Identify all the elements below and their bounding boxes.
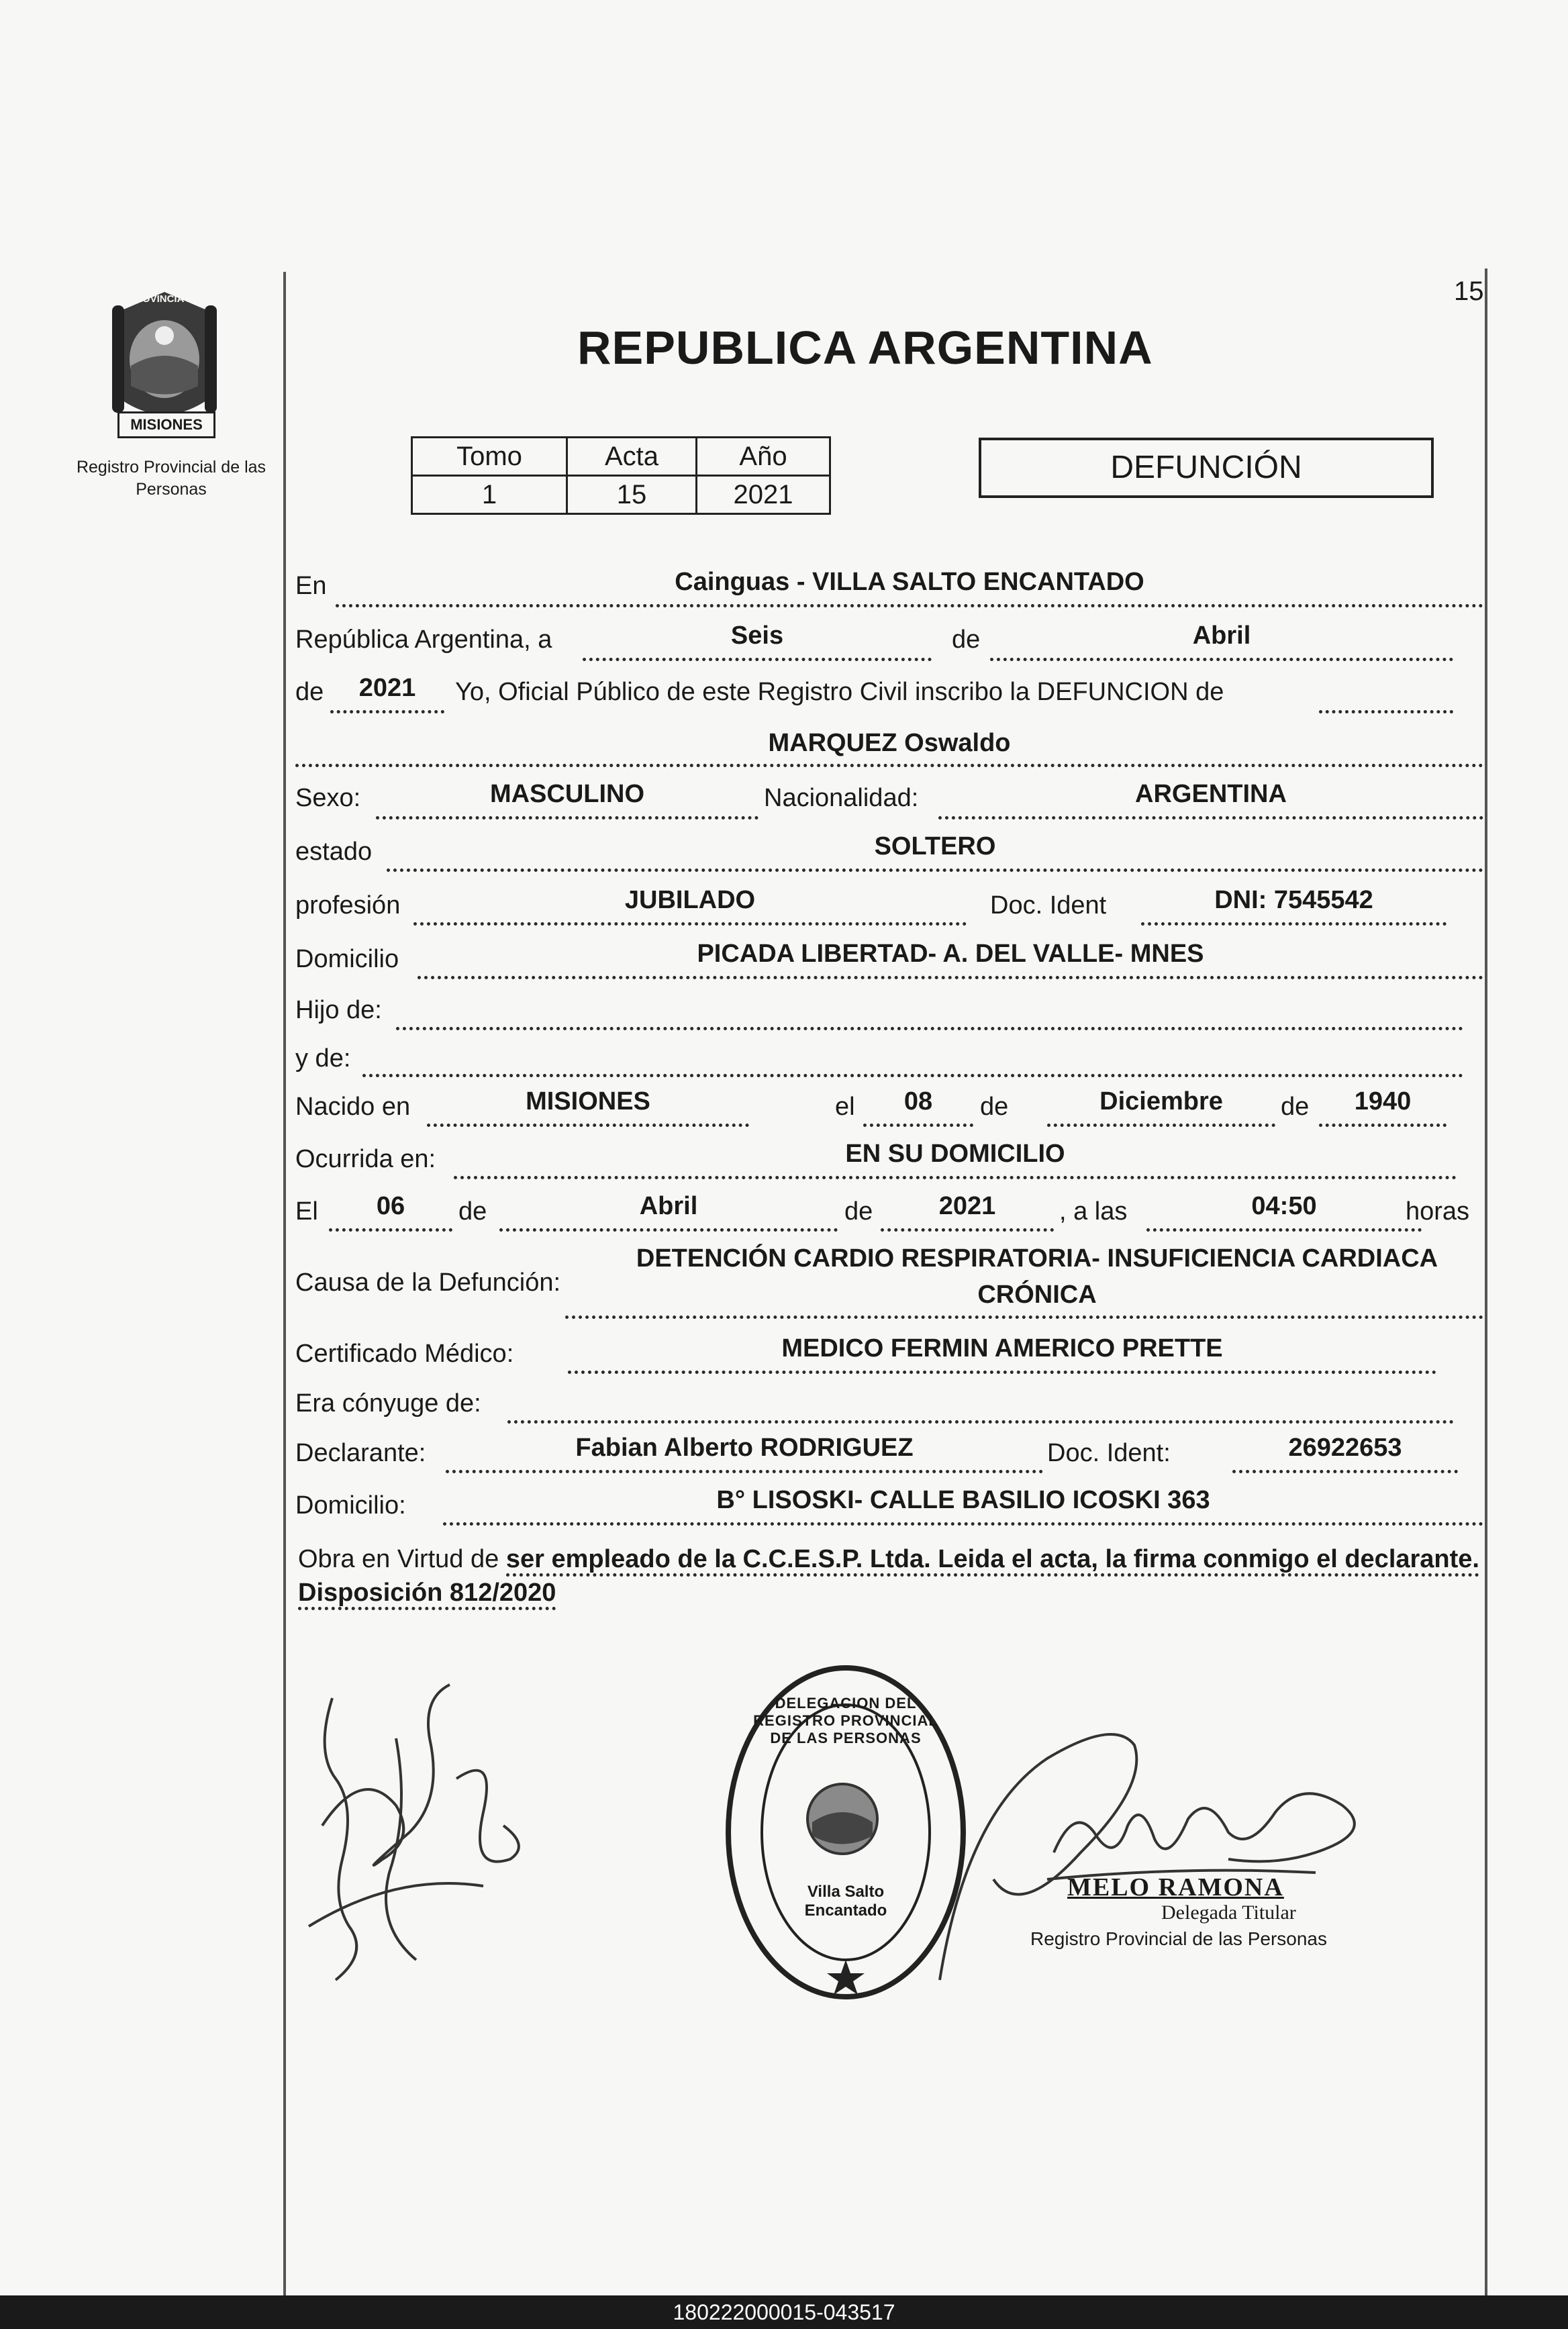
anio-label: de [295, 678, 324, 706]
alas-label: , a las [1059, 1197, 1128, 1226]
inscribo-line [1319, 710, 1453, 713]
nac-dia-value: 08 [903, 1087, 933, 1116]
doc2-label: Doc. Ident: [1047, 1439, 1171, 1467]
declarante-line [446, 1470, 1043, 1473]
profesion-line [413, 922, 967, 926]
acta-value: 15 [567, 476, 697, 514]
mes-line [990, 658, 1453, 661]
anio-line [330, 710, 444, 713]
certificado-label: Certificado Médico: [295, 1340, 514, 1368]
doc2-line [1232, 1470, 1458, 1473]
dia-value: Seis [730, 622, 784, 650]
signature-icon [295, 1658, 537, 2007]
tomo-value: 1 [412, 476, 567, 514]
el2-label: El [295, 1197, 318, 1226]
domicilio2-label: Domicilio: [295, 1491, 406, 1520]
nac-mes-line [1047, 1124, 1275, 1127]
mes-value: Abril [1192, 622, 1251, 650]
de-label: de [952, 626, 981, 654]
ocurrida-value: EN SU DOMICILIO [845, 1140, 1065, 1168]
domicilio-line [418, 976, 1483, 979]
record-type-box: DEFUNCIÓN [979, 438, 1434, 498]
table-header-acta: Acta [567, 438, 697, 476]
hora-line [1146, 1228, 1422, 1232]
inscribo-text: Yo, Oficial Público de este Registro Civil inscribo la DEFUNCION de [455, 678, 1224, 706]
seal-inner-text: Villa Salto Encantado [804, 1883, 887, 1920]
hijo-line [396, 1027, 1463, 1030]
en-value: Cainguas - VILLA SALTO ENCANTADO [675, 568, 1144, 596]
el-label: el [835, 1093, 855, 1121]
official-name: MELO RAMONA [1067, 1873, 1284, 1901]
estado-value: SOLTERO [874, 832, 996, 860]
sexo-label: Sexo: [295, 784, 361, 812]
record-table [411, 436, 831, 515]
def-dia-line [329, 1228, 452, 1232]
hora-value: 04:50 [1251, 1192, 1317, 1220]
nac-anio-line [1319, 1124, 1447, 1127]
domicilio-label: Domicilio [295, 945, 399, 973]
crest-top-text: PROVINCIA DE [128, 293, 201, 305]
right-margin-line [1485, 268, 1487, 2295]
nacionalidad-line [938, 816, 1483, 820]
domicilio-value: PICADA LIBERTAD- A. DEL VALLE- MNES [697, 940, 1204, 968]
ocurrida-label: Ocurrida en: [295, 1145, 436, 1173]
official-office: Registro Provincial de las Personas [1030, 1928, 1327, 1949]
doc-ident-value: DNI: 7545542 [1214, 886, 1373, 914]
table-row [412, 476, 830, 514]
profesion-label: profesión [295, 891, 401, 920]
doc-ident-label: Doc. Ident [990, 891, 1107, 920]
nacido-line [427, 1124, 749, 1127]
page-number: 15 [1454, 277, 1484, 306]
profesion-value: JUBILADO [624, 886, 756, 914]
yde-line [362, 1074, 1463, 1077]
causa-line [565, 1316, 1483, 1319]
def-anio-line [881, 1228, 1054, 1232]
page-title: REPUBLICA ARGENTINA [577, 321, 1153, 374]
def-mes-line [499, 1228, 838, 1232]
sexo-value: MASCULINO [489, 780, 645, 808]
declarante-label: Declarante: [295, 1439, 426, 1467]
anio-value: 2021 [697, 476, 830, 514]
conyuge-line [507, 1420, 1454, 1424]
causa-line1: DETENCIÓN CARDIO RESPIRATORIA- INSUFICIENCIA CARDIACA [636, 1244, 1438, 1273]
declarante-value: Fabian Alberto RODRIGUEZ [575, 1434, 914, 1462]
hijo-label: Hijo de: [295, 996, 382, 1024]
nacido-value: MISIONES [526, 1087, 650, 1116]
nac-anio-value: 1940 [1354, 1087, 1412, 1116]
nombre-line [295, 764, 1483, 767]
def-mes-value: Abril [639, 1192, 698, 1220]
table-header-anio: Año [697, 438, 830, 476]
doc-ident-line [1141, 922, 1447, 926]
certificado-line [568, 1371, 1436, 1374]
obra-value: ser empleado de la C.C.E.S.P. Ltda. Leida el acta, la firma conmigo el declarante. Disposición 812/2020 [298, 1545, 1479, 1610]
nac-mes-value: Diciembre [1099, 1087, 1223, 1116]
obra-label: Obra en Virtud de [298, 1545, 499, 1573]
nac-de2-label: de [1281, 1093, 1310, 1121]
table-header-tomo: Tomo [412, 438, 567, 476]
table-header-row [412, 438, 830, 476]
doc2-value: 26922653 [1288, 1434, 1402, 1462]
def-anio-value: 2021 [938, 1192, 996, 1220]
organization-name: Registro Provincial de las Personas [76, 458, 266, 499]
en-line [336, 604, 1483, 607]
official-role: Delegada Titular [1161, 1901, 1296, 1924]
footer-code: 180222000015-043517 [0, 2295, 1568, 2329]
yde-label: y de: [295, 1044, 351, 1073]
def-de2-label: de [844, 1197, 873, 1226]
nacionalidad-label: Nacionalidad: [764, 784, 919, 812]
dia-line [583, 658, 932, 661]
nac-de1-label: de [980, 1093, 1009, 1121]
provincia-de-misiones-crest-icon [97, 285, 232, 446]
estado-label: estado [295, 838, 373, 866]
sexo-line [376, 816, 758, 820]
left-margin-line [283, 272, 286, 2295]
ocurrida-line [454, 1176, 1457, 1179]
seal-outer-text: DELEGACION DEL REGISTRO PROVINCIAL DE LAS PERSONAS [753, 1695, 938, 1746]
domicilio2-value: B° LISOSKI- CALLE BASILIO ICOSKI 363 [716, 1486, 1210, 1514]
republica-label: República Argentina, a [295, 626, 552, 654]
obra-paragraph [298, 1542, 1486, 1609]
estado-line [387, 869, 1483, 872]
domicilio2-line [443, 1522, 1483, 1526]
en-label: En [295, 572, 327, 600]
nombre-value: MARQUEZ Oswaldo [768, 729, 1011, 757]
causa-label: Causa de la Defunción: [295, 1269, 561, 1297]
def-de1-label: de [458, 1197, 487, 1226]
crest-bottom-text: MISIONES [117, 411, 215, 438]
conyuge-label: Era cónyuge de: [295, 1389, 481, 1418]
def-dia-value: 06 [376, 1192, 405, 1220]
nac-dia-line [863, 1124, 973, 1127]
causa-line2: CRÓNICA [977, 1281, 1097, 1309]
horas-label: horas [1406, 1197, 1470, 1226]
nacido-label: Nacido en [295, 1093, 411, 1121]
anio-value: 2021 [358, 674, 416, 702]
certificado-value: MEDICO FERMIN AMERICO PRETTE [781, 1334, 1223, 1362]
nacionalidad-value: ARGENTINA [1135, 780, 1287, 808]
